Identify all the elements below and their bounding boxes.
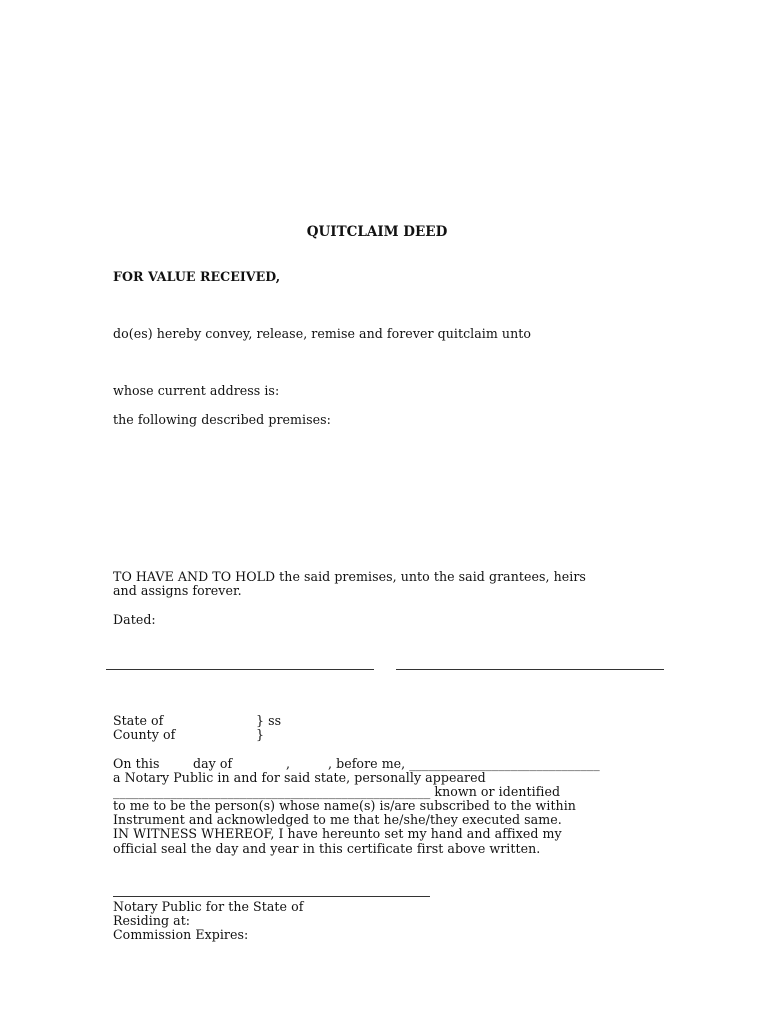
state-of-label: State of <box>113 713 164 728</box>
premises-label: the following described premises: <box>113 412 331 427</box>
on-this-label: On this <box>113 756 160 771</box>
known-or-identified-line: __________________________________________________ known or identified <box>113 784 561 799</box>
document-title: QUITCLAIM DEED <box>306 224 448 240</box>
county-brace: } <box>256 727 265 742</box>
date-comma: , <box>286 756 291 771</box>
habendum-line-1: TO HAVE AND TO HOLD the said premises, unto the said grantees, heirs <box>113 569 586 584</box>
grantor-signature-line-1[interactable] <box>106 669 374 670</box>
residing-at-label: Residing at: <box>113 913 191 928</box>
habendum-line-2: and assigns forever. <box>113 583 242 598</box>
ss-brace: } ss <box>256 713 282 728</box>
dated-label: Dated: <box>113 612 156 627</box>
witness-whereof-line: IN WITNESS WHEREOF, I have hereunto set my hand and affixed my <box>113 826 562 841</box>
acknowledged-line: Instrument and acknowledged to me that he/she/they executed same. <box>113 812 562 827</box>
conveyance-clause: do(es) hereby convey, release, remise and forever quitclaim unto <box>113 326 531 341</box>
current-address-label: whose current address is: <box>113 383 280 398</box>
notary-signature-line[interactable] <box>113 896 430 897</box>
official-seal-line: official seal the day and year in this certificate first above written. <box>113 841 541 856</box>
grantor-signature-line-2[interactable] <box>396 669 664 670</box>
before-me-line: , before me, ______________________________ <box>328 756 600 771</box>
for-value-received: FOR VALUE RECEIVED, <box>113 269 281 284</box>
subscribed-names-line: to me to be the person(s) whose name(s) is/are subscribed to the within <box>113 798 576 813</box>
notary-public-appeared: a Notary Public in and for said state, personally appeared <box>113 770 486 785</box>
day-of-label: day of <box>193 756 233 771</box>
notary-state-label: Notary Public for the State of <box>113 899 304 914</box>
county-of-label: County of <box>113 727 176 742</box>
commission-expires-label: Commission Expires: <box>113 927 249 942</box>
